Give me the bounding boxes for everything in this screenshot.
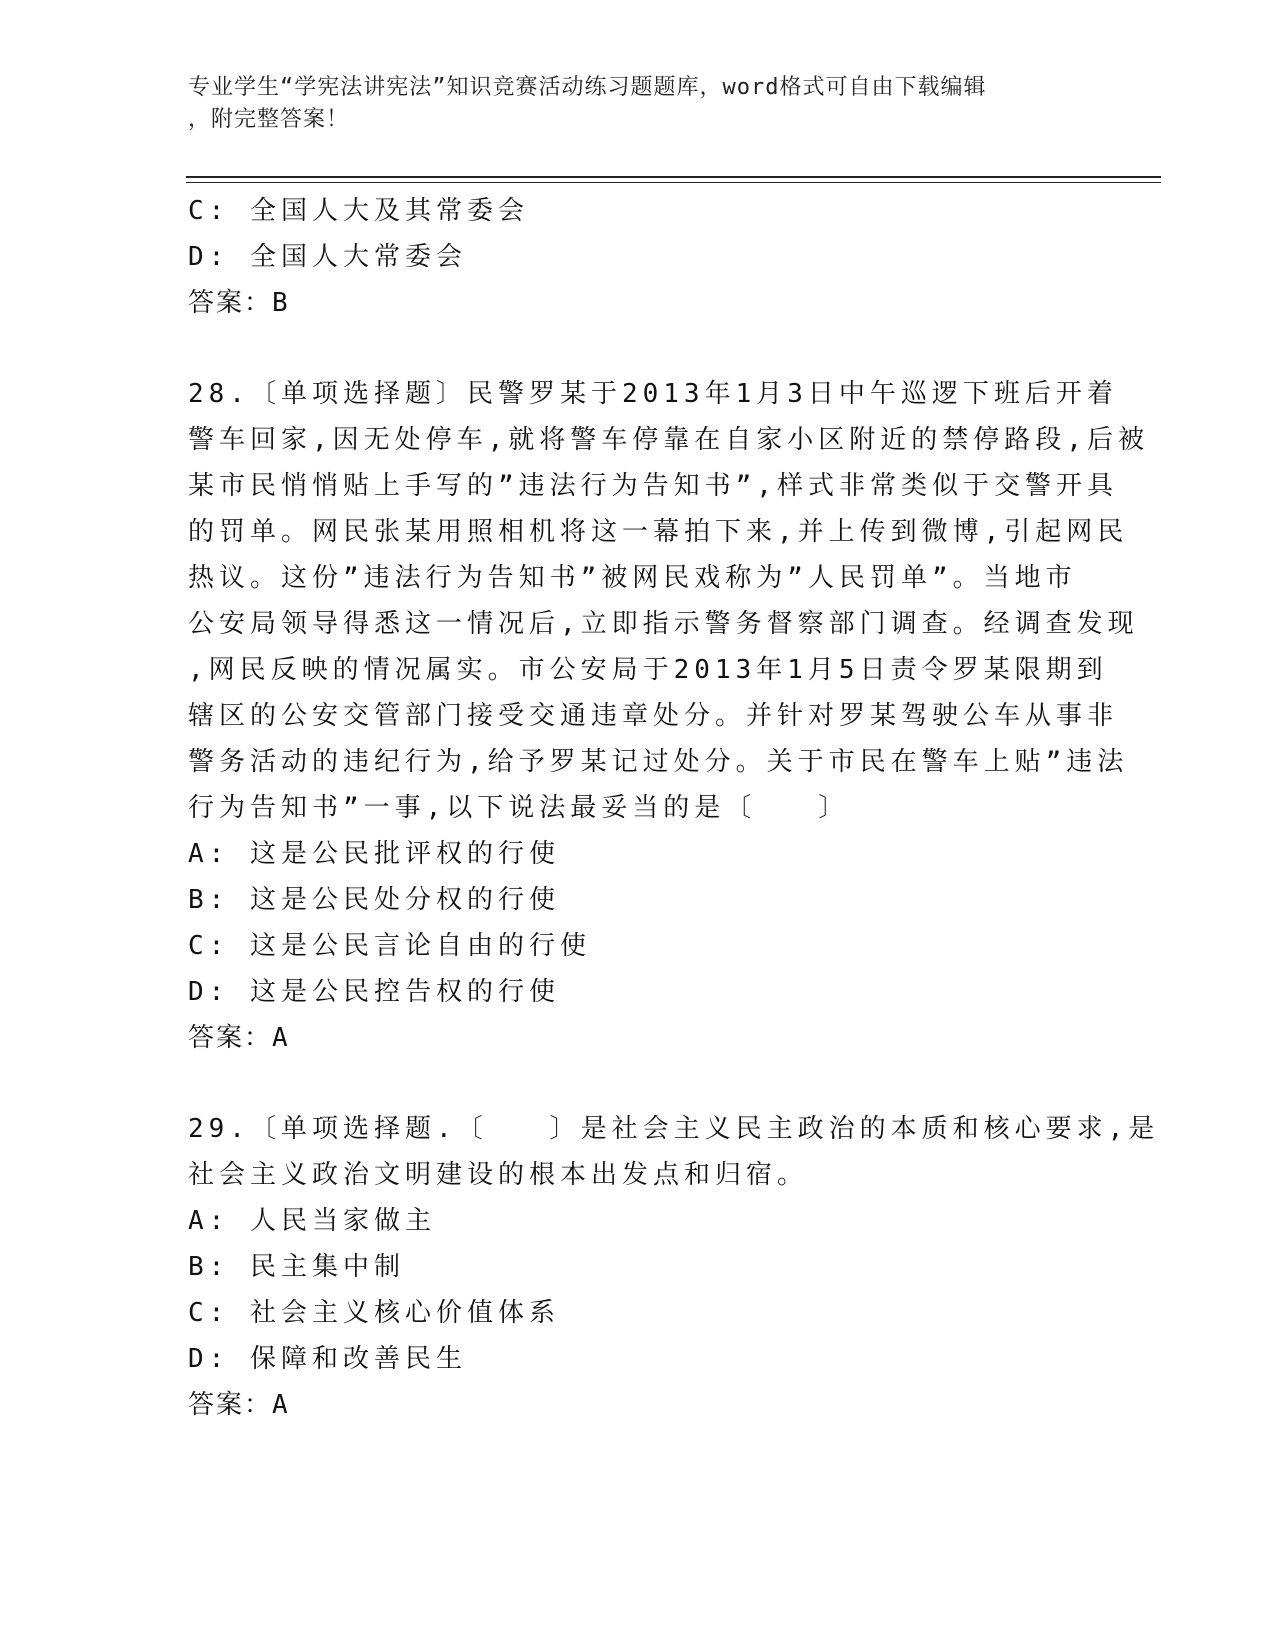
q28-stem-line: 的罚单。网民张某用照相机将这一幕拍下来,并上传到微博,引起网民 [188,517,1129,547]
q28-option-a: A: 这是公民批评权的行使 [188,839,560,869]
q28-stem-line: 热议。这份”违法行为告知书”被网民戏称为”人民罚单”。当地市 [188,563,1077,593]
q27-answer: 答案：B [188,288,290,318]
q28-stem-line: 辖区的公安交管部门接受交通违章处分。并针对罗某驾驶公车从事非 [188,701,1119,731]
q29-option-d: D: 保障和改善民生 [188,1344,467,1374]
q29-stem-line: 29.〔单项选择题.〔 〕是社会主义民主政治的本质和核心要求,是 [188,1114,1160,1144]
question-spacer [188,326,1088,371]
header-title-line-2: ，附完整答案！ [188,107,350,132]
page-header [188,72,1088,136]
question-content [188,188,1160,1428]
q28-option-c: C: 这是公民言论自由的行使 [188,931,591,961]
q29-option-a: A: 人民当家做主 [188,1206,436,1236]
q29-option-c: C: 社会主义核心价值体系 [188,1298,560,1328]
header-divider-thick [186,176,1161,178]
q28-stem-line: ,网民反映的情况属实。市公安局于2013年1月5日责令罗某限期到 [188,655,1108,685]
q28-stem-line: 某市民悄悄贴上手写的”违法行为告知书”,样式非常类似于交警开具 [188,471,1118,501]
q28-stem-line: 公安局领导得悉这一情况后,立即指示警务督察部门调查。经调查发现 [188,609,1139,639]
q28-stem-line: 警车回家,因无处停车,就将警车停靠在自家小区附近的禁停路段,后被 [188,425,1149,455]
q29-stem-line: 社会主义政治文明建设的根本出发点和归宿。 [188,1160,809,1190]
header-divider-thin [186,182,1161,183]
q28-answer: 答案：A [188,1023,290,1053]
q28-stem-line: 警务活动的违纪行为,给予罗某记过处分。关于市民在警车上贴”违法 [188,747,1129,777]
q27-option-d: D: 全国人大常委会 [188,242,467,272]
q28-stem-line: 28.〔单项选择题〕民警罗某于2013年1月3日中午巡逻下班后开着 [188,379,1118,409]
q28-option-d: D: 这是公民控告权的行使 [188,977,560,1007]
q27-option-c: C: 全国人大及其常委会 [188,196,529,226]
q29-answer: 答案：A [188,1390,290,1420]
question-spacer [188,1061,1088,1106]
q28-option-b: B: 这是公民处分权的行使 [188,885,560,915]
header-title-line-1: 专业学生“学宪法讲宪法”知识竞赛活动练习题题库，word格式可自由下载编辑 [188,75,987,100]
q29-option-b: B: 民主集中制 [188,1252,405,1282]
q28-stem-line: 行为告知书”一事,以下说法最妥当的是〔 〕 [188,793,850,823]
